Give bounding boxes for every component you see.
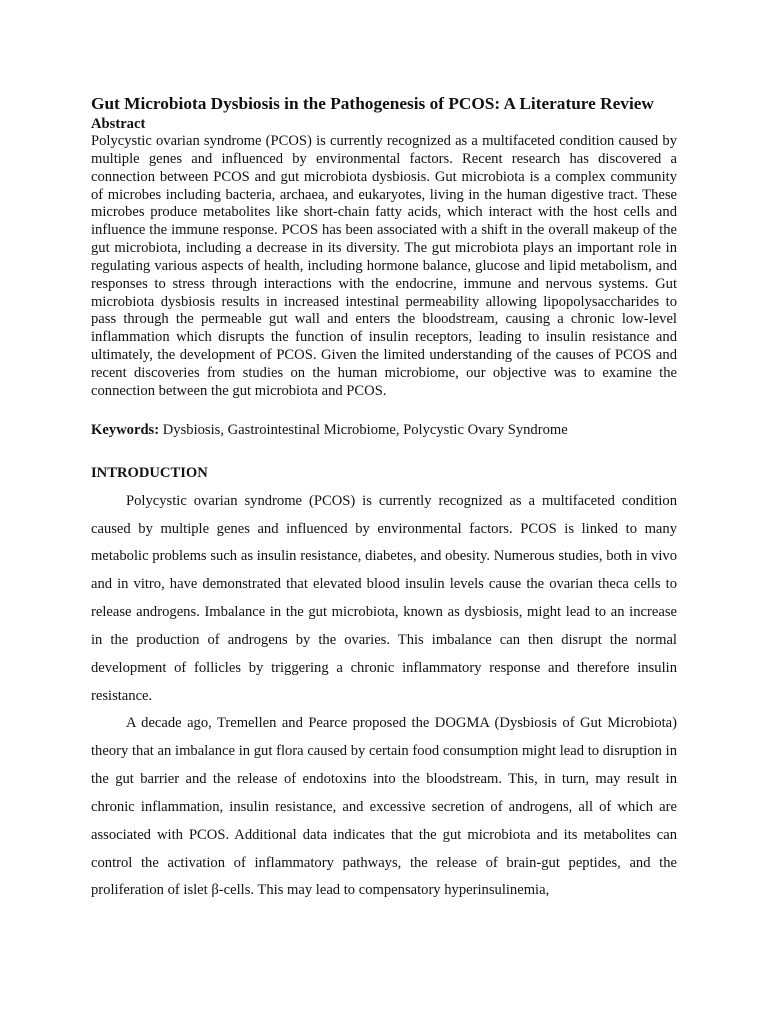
introduction-paragraph: A decade ago, Tremellen and Pearce proposed the DOGMA (Dysbiosis of Gut Microbiota) theory that an imbalance in gut flora caused by certain food consumption might lead to disruption in the gut barrier and the release of endotoxins into the bloodstream. This, in turn, may result in chronic inflammation, insulin resistance, and excessive secretion of androgens, all of which are associated with PCOS. Additional data indicates that the gut microbiota and its metabolites can control the activation of inflammatory pathways, the release of brain-gut peptides, and the proliferation of islet β-cells. This may lead to compensatory hyperinsulinemia, bbox=[91, 715, 677, 899]
introduction-heading: INTRODUCTION bbox=[91, 464, 208, 481]
keywords-line bbox=[91, 421, 677, 439]
abstract-text: Polycystic ovarian syndrome (PCOS) is currently recognized as a multifaceted condition caused by multiple genes and influenced by environmental factors. Recent research has discovered a connection between PCOS and gut microbiota dysbiosis. Gut microbiota is a complex community of microbes including bacteria, archaea, and eukaryotes, living in the human digestive tract. These microbes produce metabolites like short-chain fatty acids, which interact with the host cells and influence the immune response. PCOS has been associated with a shift in the overall makeup of the gut microbiota, including a decrease in its diversity. The gut microbiota plays an important role in regulating various aspects of health, including hormone balance, glucose and lipid metabolism, and responses to stress through interactions with the endocrine, immune and nervous systems. Gut microbiota dysbiosis results in increased intestinal permeability allowing lipopolysaccharides to pass through the permeable gut wall and enters the bloodstream, causing a chronic low-level inflammation which disrupts the function of insulin receptors, leading to insulin resistance and ultimately, the development of PCOS. Given the limited understanding of the causes of PCOS and recent discoveries from studies on the human microbiome, our objective was to examine the connection between the gut microbiota and PCOS. bbox=[91, 133, 677, 399]
paper-title: Gut Microbiota Dysbiosis in the Pathogenesis of PCOS: A Literature Review bbox=[91, 94, 654, 113]
keywords-text: Dysbiosis, Gastrointestinal Microbiome, Polycystic Ovary Syndrome bbox=[159, 421, 568, 438]
keywords-label: Keywords: bbox=[91, 421, 160, 438]
abstract-heading: Abstract bbox=[91, 116, 146, 132]
introduction-paragraph: Polycystic ovarian syndrome (PCOS) is currently recognized as a multifaceted condition caused by multiple genes and influenced by environmental factors. PCOS is linked to many metabolic problems such as insulin resistance, diabetes, and obesity. Numerous studies, both in vivo and in vitro, have demonstrated that elevated blood insulin levels cause the ovarian theca cells to release androgens. Imbalance in the gut microbiota, known as dysbiosis, might lead to an increase in the production of androgens by the ovaries. This imbalance can then disrupt the normal development of follicles by triggering a chronic inflammatory response and therefore insulin resistance. bbox=[91, 492, 677, 704]
